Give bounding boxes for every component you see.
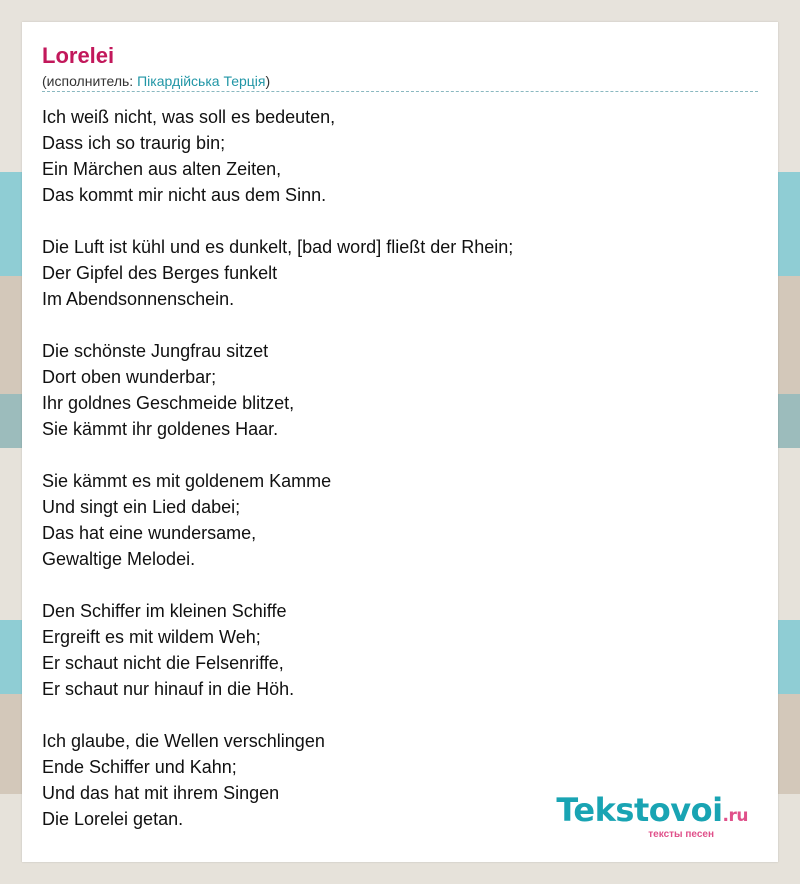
lyric-line: Das hat eine wundersame, [42,523,257,543]
lyric-line: Ich glaube, die Wellen verschlingen [42,731,325,751]
lyric-line: Und das hat mit ihrem Singen [42,783,280,803]
lyric-line: Und singt ein Lied dabei; [42,497,241,517]
stanza [42,234,758,312]
lyric-line: Er schaut nur hinauf in die Höh. [42,679,295,699]
lyric-line: Er schaut nicht die Felsenriffe, [42,653,284,673]
artist-prefix: (исполнитель: [42,73,138,89]
lyrics-card [22,22,778,862]
artist-suffix: ) [265,73,271,89]
lyric-line: Im Abendsonnenschein. [42,289,235,309]
stanza [42,598,758,702]
stanza [42,338,758,442]
song-title: Lorelei [42,43,115,68]
logo-tld: .ru [722,806,748,826]
lyric-line: Den Schiffer im kleinen Schiffe [42,601,287,621]
divider [42,91,758,92]
lyric-line: Ihr goldnes Geschmeide blitzet, [42,393,295,413]
lyric-line: Gewaltige Melodei. [42,549,196,569]
stanza [42,104,758,208]
lyric-line: Der Gipfel des Berges funkelt [42,263,278,283]
logo-tagline: тексты песен [648,829,714,840]
site-logo[interactable] [556,793,748,840]
lyrics-body [42,104,758,832]
lyric-line: Sie kämmt ihr goldenes Haar. [42,419,279,439]
lyric-line: Die schönste Jungfrau sitzet [42,341,269,361]
logo-name: Tekstovoi [556,791,723,829]
stanza [42,468,758,572]
lyric-line: Die Lorelei getan. [42,809,184,829]
lyric-line: Dass ich so traurig bin; [42,133,226,153]
lyric-line: Ergreift es mit wildem Weh; [42,627,261,647]
lyric-line: Die Luft ist kühl und es dunkelt, [bad word] fließt der Rhein; [42,237,514,257]
lyric-line: Sie kämmt es mit goldenem Kamme [42,471,332,491]
lyric-line: Ende Schiffer und Kahn; [42,757,237,777]
lyric-line: Ein Märchen aus alten Zeiten, [42,159,282,179]
artist-link[interactable]: Пікардійська Терція [137,73,266,89]
logo-wordmark [556,793,748,833]
lyric-line: Dort oben wunderbar; [42,367,217,387]
lyric-line: Ich weiß nicht, was soll es bedeuten, [42,107,336,127]
artist-line [42,72,758,90]
lyric-line: Das kommt mir nicht aus dem Sinn. [42,185,327,205]
